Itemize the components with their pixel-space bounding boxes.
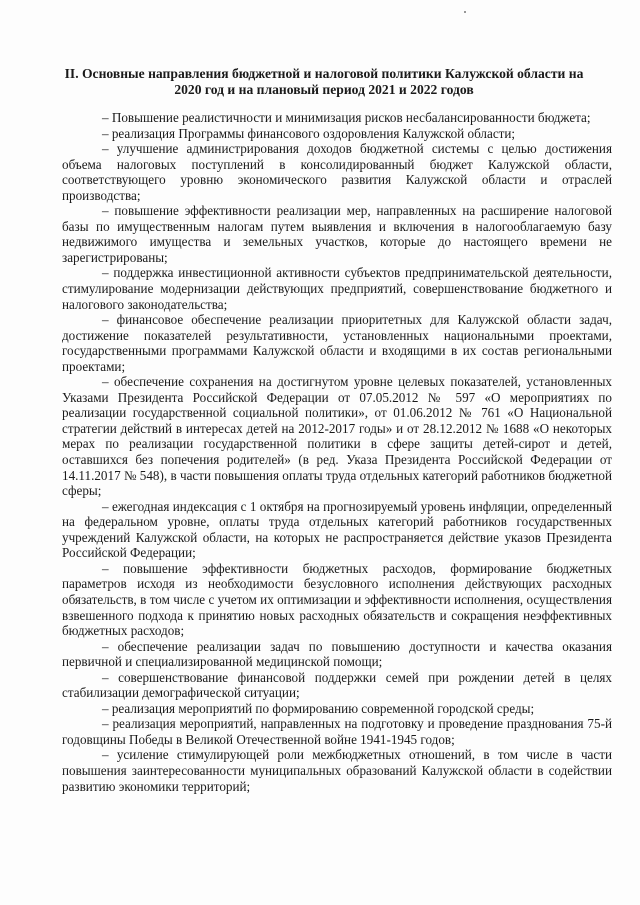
list-item: – повышение эффективности бюджетных расходов, формирование бюджетных параметров исходя из необходимости безусловного исполнения действующих расходных обязательств, в том числе с учетом их оптимизации и эффективности исполнения, осуществления взвешенного подхода к принятию новых расходных обязательств и сокращения неэффективных бюджетных расходов;: [62, 560, 612, 639]
list-item: – улучшение администрирования доходов бюджетной системы с целью достижения объема налоговых поступлений в консолидированный бюджет Калужской области, соответствующего уровню экономического развития Калужской области и отраслей производства;: [62, 141, 612, 203]
list-item: – реализация мероприятий, направленных на подготовку и проведение празднования 75-й годовщины Победы в Великой Отечественной войне 1941-1945 годов;: [62, 716, 612, 747]
scan-speck: [464, 11, 466, 13]
list-item: – финансовое обеспечение реализации приоритетных для Калужской области задач, достижение показателей результативности, установленных национальными проектами, государственными программами Калужской области и входящими в их состав региональными проектами;: [62, 312, 612, 374]
list-item: – Повышение реалистичности и минимизация рисков несбалансированности бюджета;: [102, 110, 591, 125]
document-body: [62, 110, 612, 794]
list-item: – повышение эффективности реализации мер, направленных на расширение налоговой базы по имущественным налогам путем выявления и включения в налогооблагаемую базу недвижимого имущества и земельных участков, которые до настоящего времени не зарегистрированы;: [62, 203, 612, 265]
list-item: – совершенствование финансовой поддержки семей при рождении детей в целях стабилизации демографической ситуации;: [62, 669, 612, 701]
list-item: – ежегодная индексация с 1 октября на прогнозируемый уровень инфляции, определенный на федеральном уровне, оплаты труда отдельных категорий работников государственных учреждений Калужской области, на которых не распространяется действие указов Президента Российской Федерации;: [62, 498, 612, 561]
list-item: – обеспечение реализации задач по повышению доступности и качества оказания первичной и специализированной медицинской помощи;: [62, 638, 612, 670]
list-item: – поддержка инвестиционной активности субъектов предпринимательской деятельности, стимулирование модернизации действующих предприятий, совершенствование бюджетного и налогового законодательства;: [62, 265, 612, 312]
list-item: – усиление стимулирующей роли межбюджетных отношений, в том числе в части повышения заинтересованности муниципальных образований Калужской области в содействии развитию экономики территорий;: [62, 747, 612, 794]
list-item: – реализация Программы финансового оздоровления Калужской области;: [102, 125, 516, 141]
section-title: II. Основные направления бюджетной и налоговой политики Калужской области на 2020 год и на плановый период 2021 и 2022 годов: [64, 66, 584, 97]
list-item: – реализация мероприятий по формированию современной городской среды;: [102, 700, 535, 716]
list-item: – обеспечение сохранения на достигнутом уровне целевых показателей, установленных Указами Президента Российской Федерации от 07.05.2012 № 597 «О мероприятиях по реализации государственной социальной политики», от 01.06.2012 № 761 «О Национальной стратегии действий в интересах детей на 2012-2017 годы» и от 28.12.2012 № 1688 «О некоторых мерах по реализации государственной политики в сфере защиты детей-сирот и детей, оставшихся без попечения родителей» (в ред. Указа Президента Российской Федерации от 14.11.2017 № 548), в части повышения оплаты труда отдельных категорий работников бюджетной сферы;: [62, 374, 612, 499]
